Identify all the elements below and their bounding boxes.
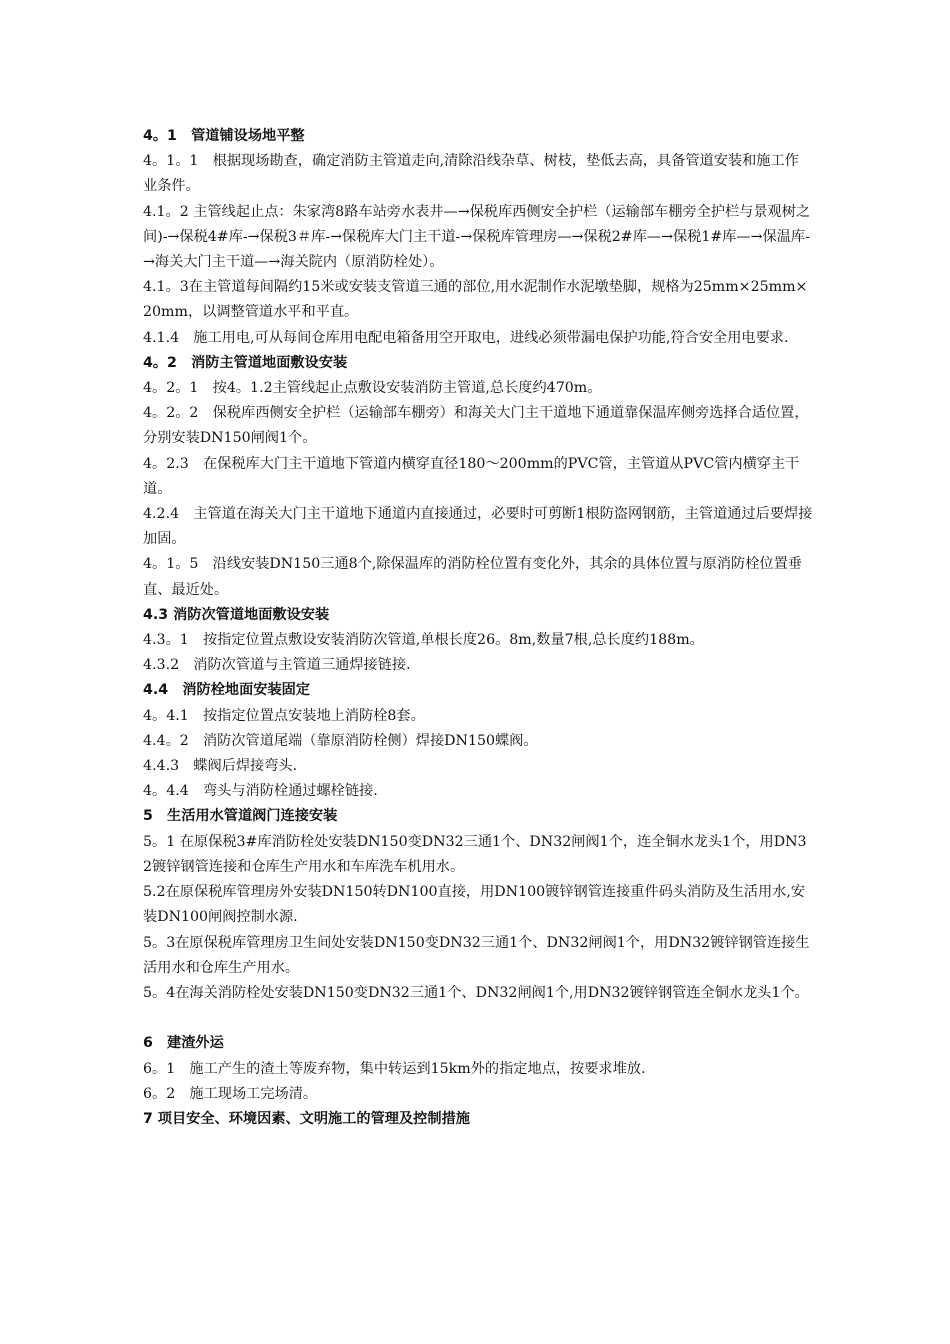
section-heading-6: 6 建渣外运 xyxy=(143,1035,224,1052)
paragraph-4-3-2: 4.3.2 消防次管道与主管道三通焊接链接. xyxy=(143,657,411,674)
paragraph-5-2: 5.2在原保税库管理房外安装DN150转DN100直接，用DN100镀锌钢管连接重件码头消防及生活用水,安装DN100闸阀控制水源. xyxy=(143,884,806,926)
paragraph-4-2-1: 4。2。1 按4。1.2主管线起止点敷设安装消防主管道,总长度约470m。 xyxy=(143,380,602,397)
paragraph-4-4-3: 4.4.3 蝶阀后焊接弯头. xyxy=(143,758,298,775)
paragraph-4-1-1: 4。1。1 根据现场勘查，确定消防主管道走向,清除沿线杂草、树枝，垫低去高，具备管道安装和施工作业条件。 xyxy=(143,153,799,195)
paragraph-4-1-5: 4。1。5 沿线安装DN150三通8个,除保温库的消防栓位置有变化外，其余的具体位置与原消防栓位置垂直、最近处。 xyxy=(143,556,802,598)
paragraph-4-4-4: 4。4.4 弯头与消防栓通过螺栓链接. xyxy=(143,783,378,800)
paragraph-4-1-2: 4.1。2 主管线起止点：朱家湾8路车站旁水表井—→保税库西侧安全护栏（运输部车棚旁全护栏与景观树之间)-→保税4#库-→保税3＃库-→保税库大门主干道-→保税库管理房—→保税2#库—→保税1#库—→保温库-→海关大门主干道—→海关院内（原消防栓处）。 xyxy=(143,203,811,271)
paragraph-4-4-1: 4。4.1 按指定位置点安装地上消防栓8套。 xyxy=(143,707,425,724)
section-heading-4-3: 4.3 消防次管道地面敷设安装 xyxy=(143,606,330,623)
paragraph-4-1-4: 4.1.4 施工用电,可从每间仓库用电配电箱备用空开取电，进线必须带漏电保护功能,符合安全用电要求. xyxy=(143,329,789,346)
blank-line xyxy=(143,1006,813,1031)
paragraph-6-2: 6。2 施工现场工完场清。 xyxy=(143,1085,318,1102)
document-page xyxy=(143,124,813,1132)
section-heading-4-1: 4。1 管道铺设场地平整 xyxy=(143,128,305,144)
paragraph-4-2-3: 4。2.3 在保税库大门主干道地下管道内横穿直径180～200mm的PVC管，主管道从PVC管内横穿主干道。 xyxy=(143,455,800,497)
paragraph-4-2-4: 4.2.4 主管道在海关大门主干道地下通道内直接通过，必要时可剪断1根防盗网钢筋，主管道通过后要焊接加固。 xyxy=(143,506,813,548)
section-heading-7: 7 项目安全、环境因素、文明施工的管理及控制措施 xyxy=(143,1110,470,1127)
section-heading-4-4: 4.4 消防栓地面安装固定 xyxy=(143,682,311,699)
paragraph-5-3: 5。3在原保税库管理房卫生间处安装DN150变DN32三通1个、DN32闸阀1个，用DN32镀锌钢管连接生活用水和仓库生产用水。 xyxy=(143,934,810,976)
paragraph-5-1: 5。1 在原保税3#库消防栓处安装DN150变DN32三通1个、DN32闸阀1个，连全铜水龙头1个，用DN32镀锌钢管连接和仓库生产用水和车库洗车机用水。 xyxy=(143,833,807,875)
paragraph-4-2-2: 4。2。2 保税库西侧安全护栏（运输部车棚旁）和海关大门主干道地下通道靠保温库侧旁选择合适位置，分别安装DN150闸阀1个。 xyxy=(143,405,809,447)
paragraph-4-4-2: 4.4。2 消防次管道尾端（靠原消防栓侧）焊接DN150蝶阀。 xyxy=(143,732,538,749)
paragraph-4-3-1: 4.3。1 按指定位置点敷设安装消防次管道,单根长度26。8m,数量7根,总长度约188m。 xyxy=(143,632,704,649)
section-heading-5: 5 生活用水管道阀门连接安装 xyxy=(143,808,338,825)
section-heading-4-2: 4。2 消防主管道地面敷设安装 xyxy=(143,354,348,371)
paragraph-5-4: 5。4在海关消防栓处安装DN150变DN32三通1个、DN32闸阀1个,用DN32镀锌钢管连全铜水龙头1个。 xyxy=(143,984,809,1001)
paragraph-6-1: 6。1 施工产生的渣土等废弃物，集中转运到15km外的指定地点，按要求堆放. xyxy=(143,1060,646,1077)
paragraph-4-1-3: 4.1。3在主管道每间隔约15米或安装支管道三通的部位,用水泥制作水泥墩垫脚，规格为25mm×25mm×20mm，以调整管道水平和平直。 xyxy=(143,279,808,321)
